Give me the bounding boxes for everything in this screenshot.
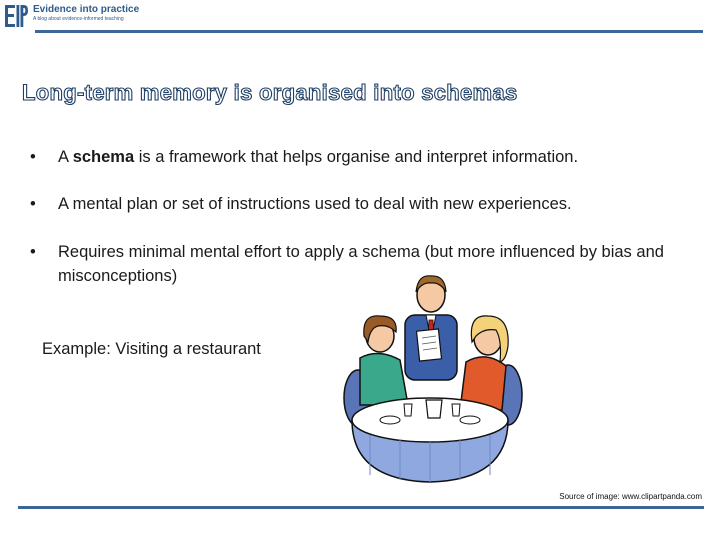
eip-logo-icon (2, 2, 28, 30)
brand-title: Evidence into practice (33, 4, 140, 15)
header-divider (35, 30, 703, 33)
slide-header (0, 0, 720, 36)
bullet-marker: • (30, 243, 36, 261)
bullet-text: A mental plan or set of instructions used to deal with new experiences. (58, 195, 572, 213)
brand-subtitle: A blog about evidence-informed teaching (33, 16, 124, 22)
restaurant-clipart-image (330, 270, 530, 488)
example-text: Example: Visiting a restaurant (42, 340, 261, 358)
image-source-credit: Source of image: www.clipartpanda.com (559, 492, 702, 501)
slide-title: Long-term memory is organised into schemas (22, 80, 518, 105)
bullet-marker: • (30, 195, 36, 213)
bullet-text: A schema is a framework that helps organise and interpret information. (58, 148, 579, 166)
bullet-text: Requires minimal mental effort to apply a schema (but more influenced by bias and misconceptions) (58, 243, 664, 285)
bullet-marker: • (30, 148, 36, 166)
keyword-schema: schema (72, 148, 135, 166)
footer-divider (18, 506, 704, 509)
